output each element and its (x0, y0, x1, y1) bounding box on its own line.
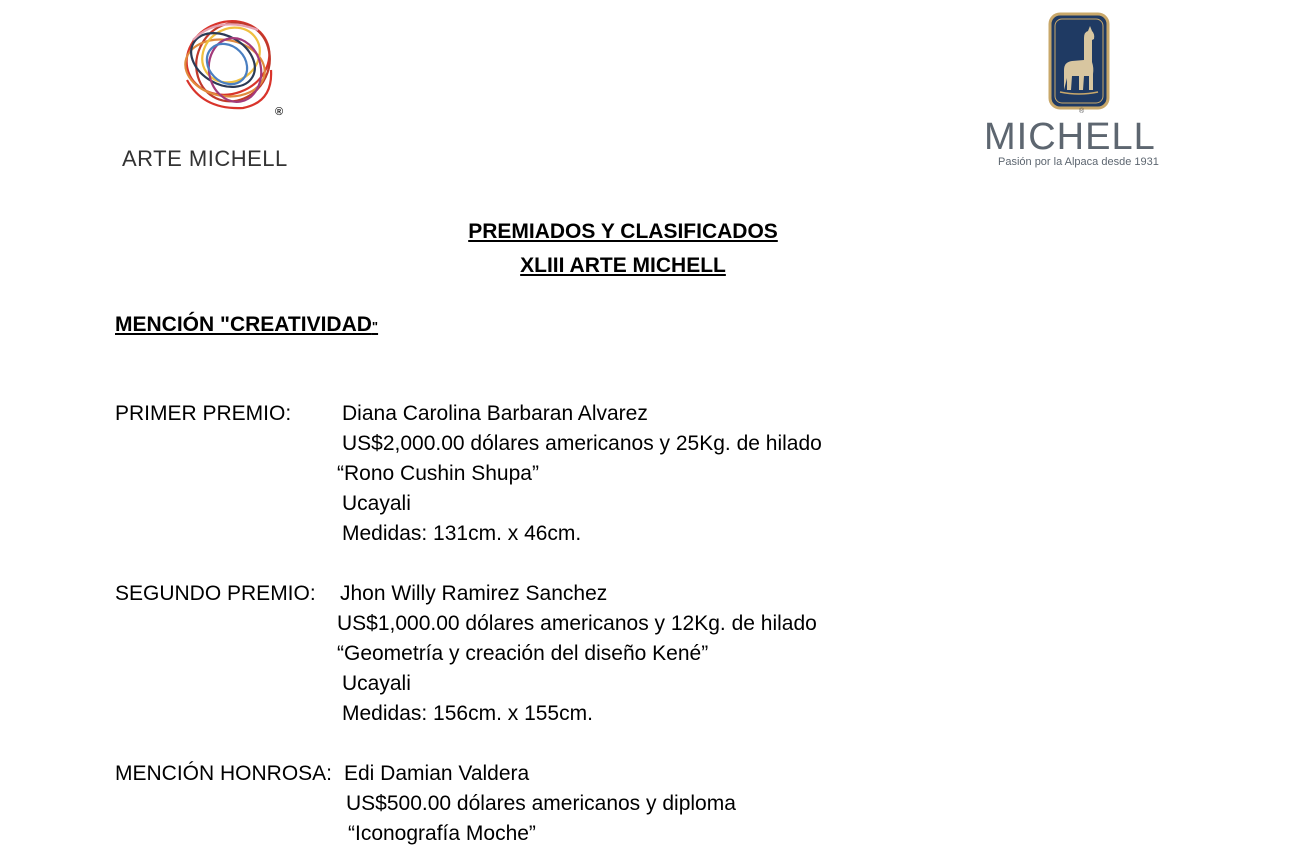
award-label: MENCIÓN HONROSA: (115, 762, 333, 785)
winner-name: Edi Damian Valdera (344, 762, 530, 785)
work-title: “Geometría y creación del diseño Kené” (337, 642, 709, 665)
region: Ucayali (342, 672, 411, 695)
work-title: “Rono Cushin Shupa” (337, 462, 539, 485)
document-title: PREMIADOS Y CLASIFICADOS (468, 220, 778, 243)
winner-name: Diana Carolina Barbaran Alvarez (342, 402, 648, 425)
section-heading-text: MENCIÓN "CREATIVIDAD (115, 313, 372, 336)
document-subtitle: XLIII ARTE MICHELL (520, 254, 726, 277)
award-label: PRIMER PREMIO: (115, 402, 292, 425)
registered-mark: ® (1079, 108, 1085, 115)
michell-tagline: Pasión por la Alpaca desde 1931 (998, 156, 1159, 168)
alpaca-badge-icon (1048, 12, 1110, 110)
dimensions: Medidas: 156cm. x 155cm. (342, 702, 593, 725)
colorful-swirl-logo-icon (173, 10, 288, 125)
prize-description: US$1,000.00 dólares americanos y 12Kg. de hilado (337, 612, 817, 635)
winner-name: Jhon Willy Ramirez Sanchez (340, 582, 608, 605)
prize-description: US$2,000.00 dólares americanos y 25Kg. de hilado (342, 432, 822, 455)
registered-mark: ® (275, 106, 284, 118)
arte-michell-wordmark: ARTE MICHELL (122, 146, 288, 171)
michell-wordmark: MICHELL (984, 116, 1156, 158)
work-title: “Iconografía Moche” (348, 822, 536, 845)
dimensions: Medidas: 131cm. x 46cm. (342, 522, 582, 545)
section-heading (115, 313, 378, 337)
region: Ucayali (342, 492, 411, 515)
award-label: SEGUNDO PREMIO: (115, 582, 316, 605)
prize-description: US$500.00 dólares americanos y diploma (346, 792, 736, 815)
section-heading-end-quote: " (371, 319, 379, 334)
michell-logo (978, 10, 1193, 175)
arte-michell-logo (118, 10, 348, 175)
